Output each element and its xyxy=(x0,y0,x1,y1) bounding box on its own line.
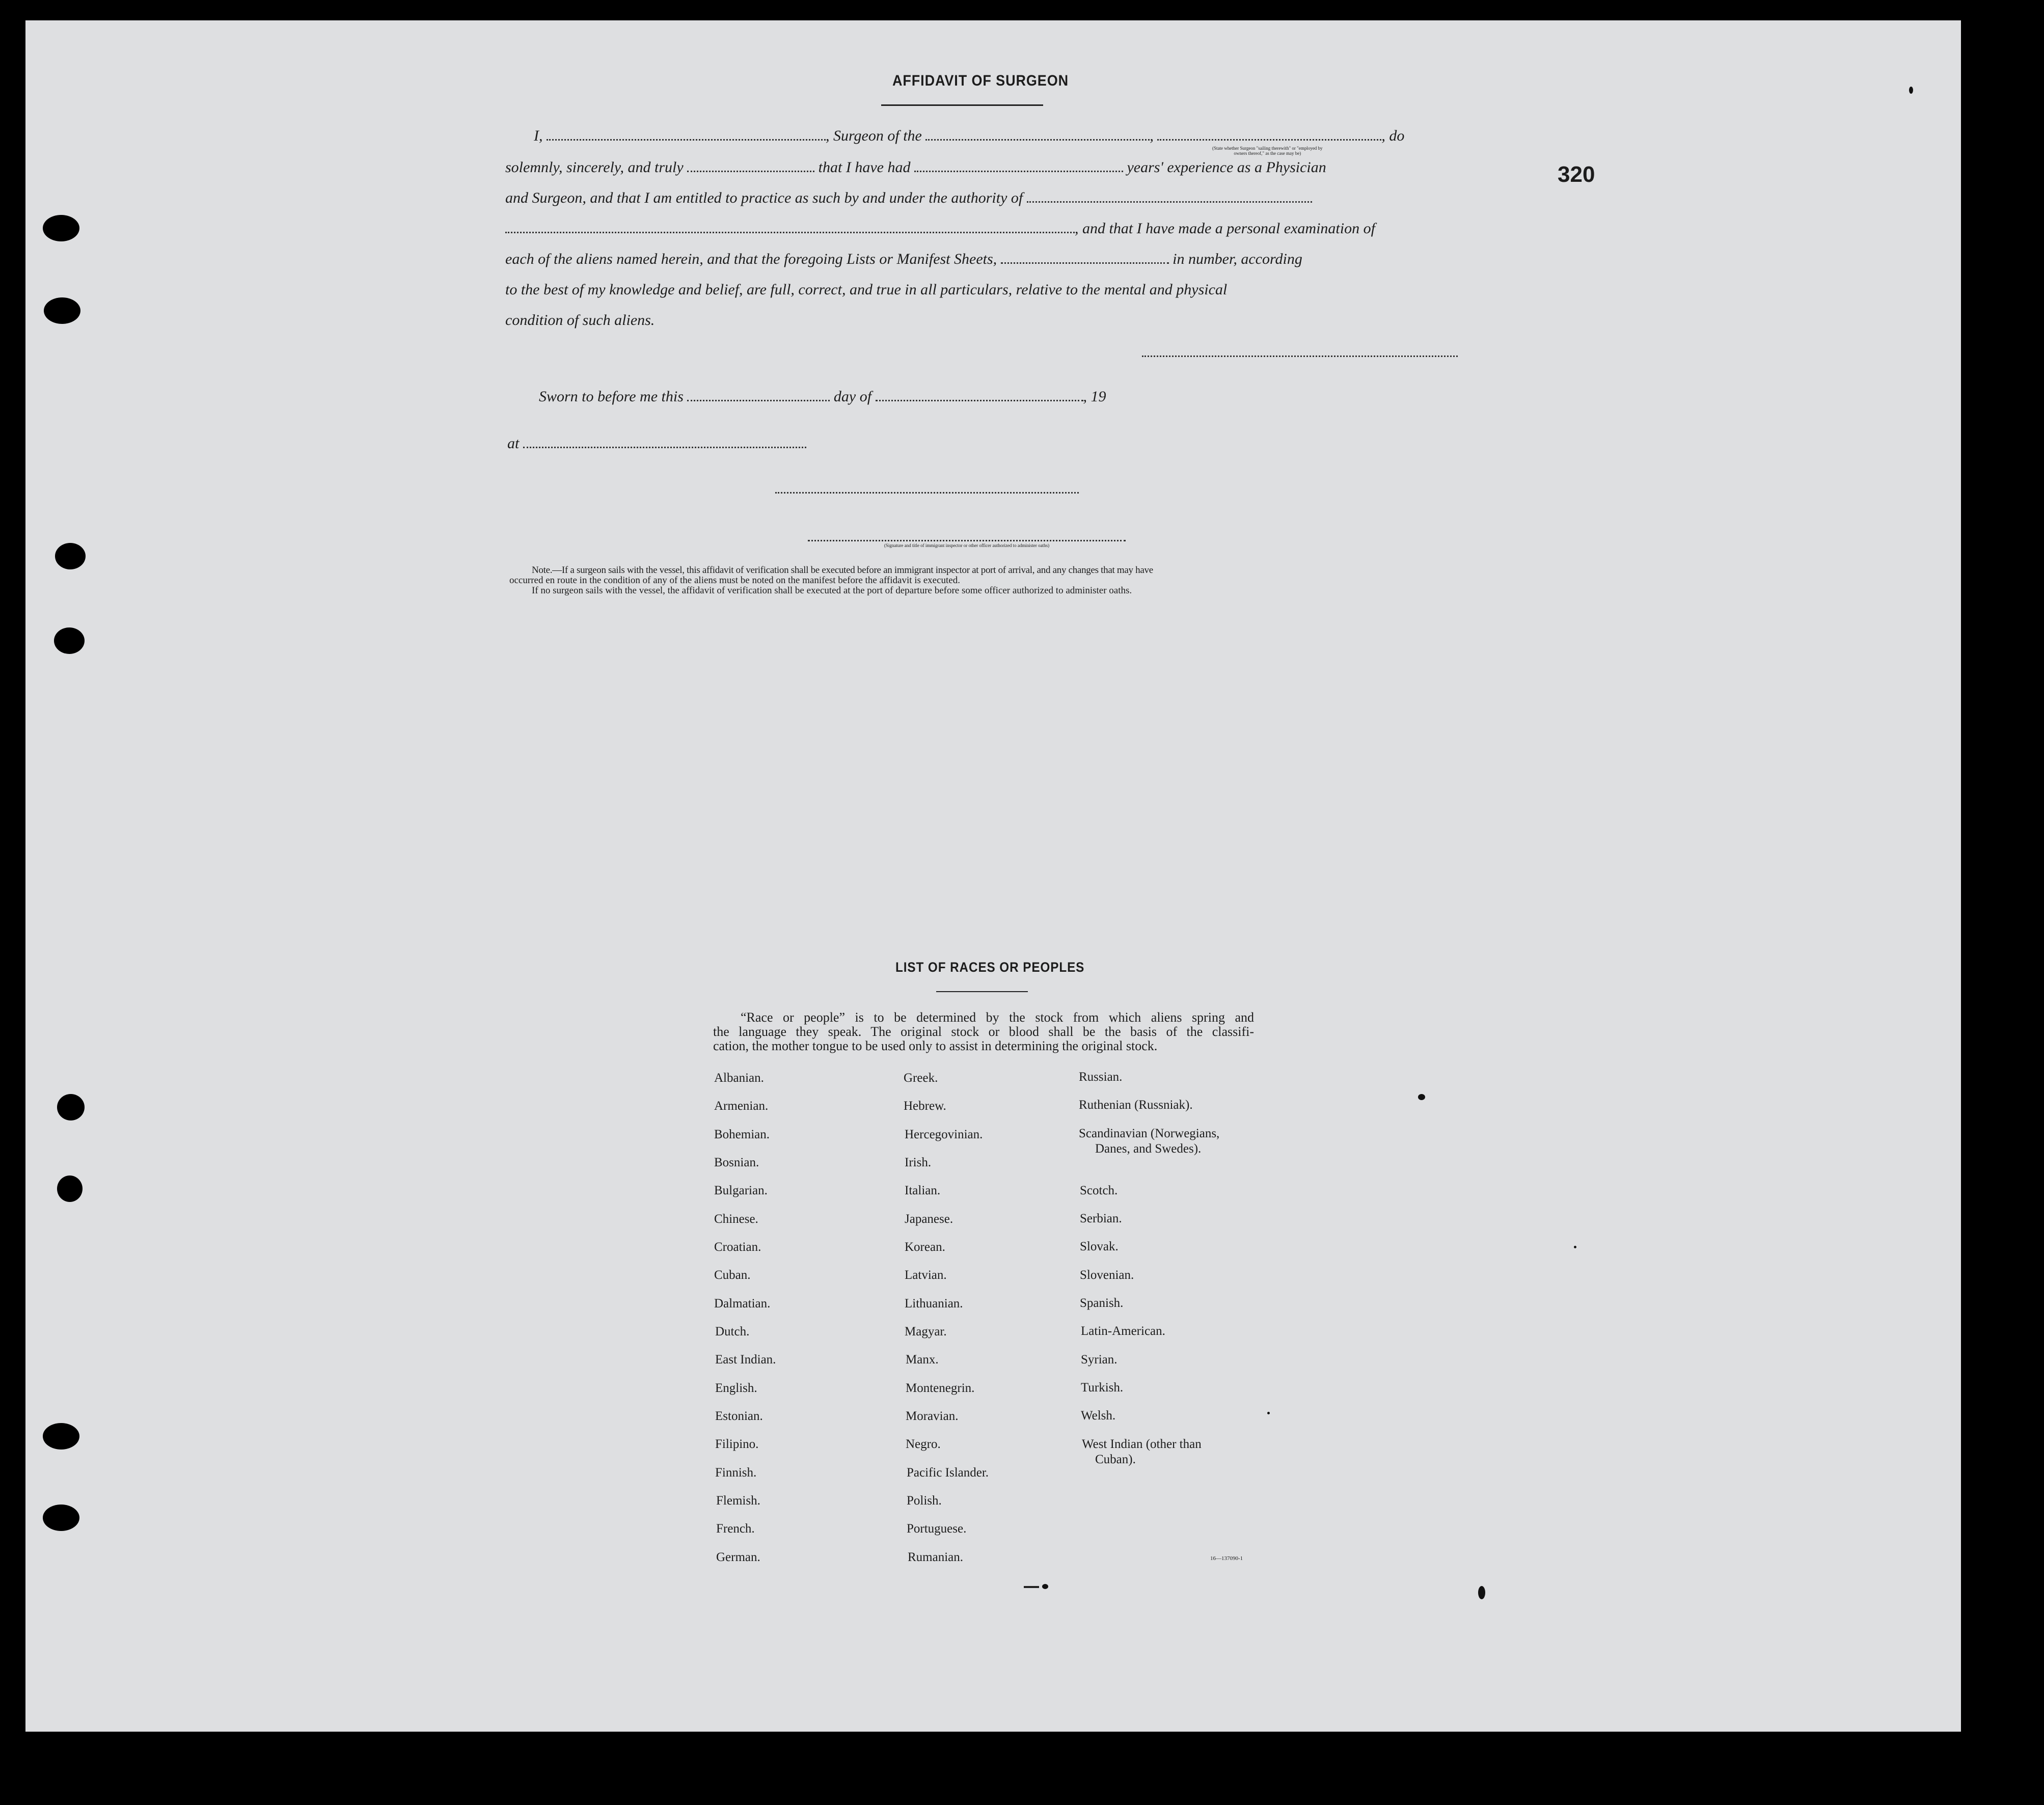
race-entry: Ruthenian (Russniak). xyxy=(1079,1098,1193,1112)
ink-speck xyxy=(1418,1094,1425,1100)
race-entry: Filipino. xyxy=(715,1437,759,1451)
affidavit-line-7: condition of such aliens. xyxy=(505,312,655,329)
affidavit-line-2-b: that I have had xyxy=(818,159,911,176)
punch-hole xyxy=(43,1423,79,1450)
race-entry: English. xyxy=(715,1381,757,1395)
race-entry: Bosnian. xyxy=(714,1156,759,1169)
blank-sworn-or-affirmed[interactable] xyxy=(687,159,814,172)
surgeon-signature-line[interactable] xyxy=(1142,344,1458,357)
race-entry: Armenian. xyxy=(714,1099,769,1113)
punch-hole xyxy=(57,1094,85,1120)
punch-hole xyxy=(43,1505,79,1531)
ink-mark xyxy=(1024,1586,1039,1588)
race-entry: Italian. xyxy=(905,1184,941,1197)
race-entry: Flemish. xyxy=(716,1494,760,1508)
surgeon-status-note-line-1: (State whether Surgeon "sailing therewith" or "employed by xyxy=(1212,146,1323,151)
punch-hole xyxy=(57,1175,83,1202)
race-entry: Rumanian. xyxy=(908,1550,964,1564)
race-entry: Cuban). xyxy=(1095,1453,1136,1466)
title-underline xyxy=(881,104,1043,106)
race-entry: Hercegovinian. xyxy=(905,1128,983,1141)
affidavit-line-4-text: , and that I have made a personal examination of xyxy=(1075,220,1375,237)
affidavit-line-1-a: I, xyxy=(534,127,543,144)
race-entry: Irish. xyxy=(905,1156,932,1169)
affidavit-title: AFFIDAVIT OF SURGEON xyxy=(892,72,1069,89)
race-entry: Polish. xyxy=(907,1494,942,1508)
affidavit-line-1-c: , xyxy=(1150,127,1154,144)
race-entry: Dutch. xyxy=(715,1325,750,1338)
sworn-line-b: day of xyxy=(833,388,872,405)
surgeon-status-note xyxy=(1212,146,1323,156)
races-intro xyxy=(713,1010,1254,1053)
race-entry: Lithuanian. xyxy=(905,1297,963,1310)
sworn-line-a: Sworn to before me this xyxy=(539,388,684,405)
form-number: 16—137090-1 xyxy=(1210,1555,1243,1562)
note-line-2: occurred en route in the condition of any of the aliens must be noted on the manifest before the affidavit is executed. xyxy=(509,575,960,586)
blank-surgeon-name[interactable] xyxy=(547,128,826,141)
page-number: 320 xyxy=(1558,162,1595,187)
race-entry: Albanian. xyxy=(714,1071,764,1085)
signature-caption: (Signature and title of immigrant inspector or other officer authorized to administer oaths) xyxy=(884,543,1050,548)
blank-surgeon-status[interactable] xyxy=(1157,128,1381,141)
race-entry: Croatian. xyxy=(714,1240,761,1254)
race-entry: Russian. xyxy=(1079,1070,1123,1084)
race-entry: East Indian. xyxy=(715,1353,776,1366)
note-line-3: If no surgeon sails with the vessel, the affidavit of verification shall be executed at the port of departure before some officer authorized to administer oaths. xyxy=(532,585,1132,596)
race-entry: Latvian. xyxy=(905,1268,947,1282)
race-entry: French. xyxy=(716,1522,755,1536)
races-intro-line-2: the language they speak. The original stock or blood shall be the basis of the classifi- xyxy=(713,1024,1254,1039)
affidavit-line-5-b: in number, according xyxy=(1173,251,1302,267)
race-entry: Latin-American. xyxy=(1081,1324,1165,1338)
affidavit-line-2-a: solemnly, sincerely, and truly xyxy=(505,159,684,176)
race-entry: Danes, and Swedes). xyxy=(1095,1142,1202,1156)
race-entry: Slovak. xyxy=(1080,1240,1119,1253)
race-entry: Magyar. xyxy=(905,1325,947,1338)
races-title: LIST OF RACES OR PEOPLES xyxy=(895,960,1085,975)
ink-speck xyxy=(1909,87,1913,94)
race-entry: Bohemian. xyxy=(714,1128,770,1141)
affidavit-line-2-c: years' experience as a Physician xyxy=(1127,159,1326,176)
race-entry: West Indian (other than xyxy=(1082,1437,1202,1451)
ink-speck xyxy=(1267,1412,1270,1414)
races-intro-line-1: “Race or people” is to be determined by the stock from which aliens spring and xyxy=(741,1010,1254,1025)
race-entry: Finnish. xyxy=(715,1466,757,1480)
race-entry: Portuguese. xyxy=(907,1522,967,1536)
race-entry: Scotch. xyxy=(1080,1184,1118,1197)
note-line-1: Note.—If a surgeon sails with the vessel, this affidavit of verification shall be executed before an immigrant inspector at port of arrival, and any changes that may have xyxy=(532,565,1153,576)
affidavit-line-2 xyxy=(505,159,1326,176)
blank-sworn-month[interactable] xyxy=(876,389,1083,401)
affidavit-line-3 xyxy=(505,189,1312,207)
ink-speck xyxy=(1478,1586,1485,1599)
race-entry: Cuban. xyxy=(714,1268,751,1282)
inspector-title-line[interactable] xyxy=(808,530,1126,541)
race-entry: Dalmatian. xyxy=(714,1297,771,1310)
race-entry: Slovenian. xyxy=(1080,1268,1134,1282)
blank-authority-continued[interactable] xyxy=(505,221,1075,233)
blank-place[interactable] xyxy=(523,435,806,448)
race-entry: Turkish. xyxy=(1081,1381,1124,1394)
races-title-underline xyxy=(936,991,1028,992)
ink-speck xyxy=(1042,1584,1048,1589)
race-entry: Japanese. xyxy=(905,1212,953,1226)
race-entry: Korean. xyxy=(905,1240,945,1254)
sworn-line xyxy=(539,388,1106,405)
race-entry: Scandinavian (Norwegians, xyxy=(1079,1127,1220,1140)
affidavit-line-5-a: each of the aliens named herein, and that the foregoing Lists or Manifest Sheets, xyxy=(505,251,997,267)
sworn-line-c: , 19 xyxy=(1083,388,1106,405)
blank-years-experience[interactable] xyxy=(914,159,1123,172)
race-entry: Welsh. xyxy=(1081,1409,1116,1423)
races-intro-line-3: cation, the mother tongue to be used only to assist in determining the original stock. xyxy=(713,1038,1158,1053)
affidavit-line-5 xyxy=(505,251,1302,268)
race-entry: Manx. xyxy=(906,1353,939,1366)
race-entry: Syrian. xyxy=(1081,1353,1118,1366)
race-entry: Spanish. xyxy=(1080,1296,1124,1310)
punch-hole xyxy=(44,297,80,324)
race-entry: Montenegrin. xyxy=(906,1381,975,1395)
race-entry: Estonian. xyxy=(715,1409,763,1423)
blank-sworn-day[interactable] xyxy=(687,389,830,401)
affidavit-line-4 xyxy=(505,220,1375,237)
punch-hole xyxy=(54,627,85,654)
race-entry: Bulgarian. xyxy=(714,1184,768,1197)
race-entry: German. xyxy=(716,1550,760,1564)
race-entry: Negro. xyxy=(906,1437,941,1451)
race-entry: Greek. xyxy=(904,1071,938,1085)
affidavit-line-1-d: , do xyxy=(1381,127,1405,144)
race-entry: Pacific Islander. xyxy=(907,1466,989,1480)
race-entry: Chinese. xyxy=(714,1212,758,1226)
affidavit-line-1-b: , Surgeon of the xyxy=(826,127,922,144)
race-entry: Serbian. xyxy=(1080,1212,1122,1225)
surgeon-status-note-line-2: owners thereof," as the case may be) xyxy=(1234,151,1301,156)
document-sheet xyxy=(25,20,1961,1732)
at-label: at xyxy=(507,435,520,452)
race-entry: Hebrew. xyxy=(904,1099,946,1113)
affidavit-line-3-text: and Surgeon, and that I am entitled to practice as such by and under the authority of xyxy=(505,189,1023,206)
punch-hole xyxy=(55,543,86,569)
race-entry: Moravian. xyxy=(906,1409,959,1423)
blank-vessel-name[interactable] xyxy=(925,128,1150,141)
inspector-signature-line[interactable] xyxy=(775,482,1079,494)
blank-sheet-count[interactable] xyxy=(1001,251,1169,264)
affidavit-note xyxy=(509,565,1458,596)
punch-hole xyxy=(43,215,79,241)
blank-authority[interactable] xyxy=(1027,190,1312,203)
affidavit-line-1 xyxy=(534,127,1404,145)
ink-speck xyxy=(1574,1246,1576,1248)
at-line xyxy=(507,435,806,452)
affidavit-line-6: to the best of my knowledge and belief, are full, correct, and true in all particulars, relative to the mental and physical xyxy=(505,281,1228,298)
